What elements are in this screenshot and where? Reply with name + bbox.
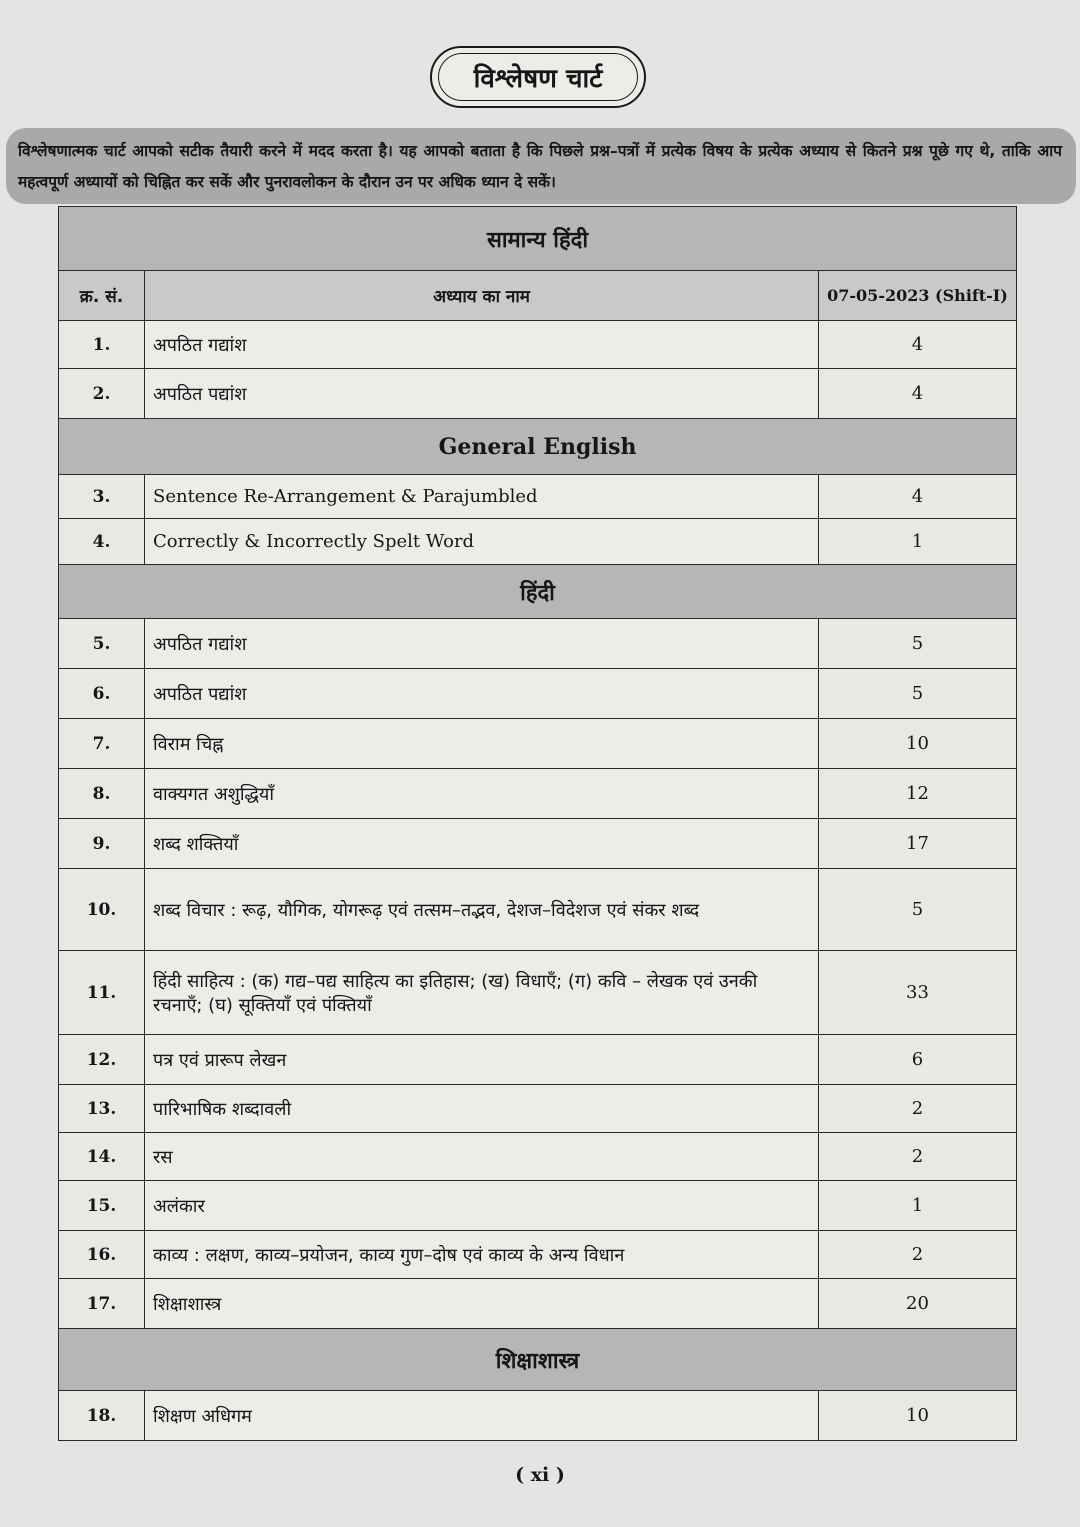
row-count: 4 [819,321,1017,369]
row-serial: 13. [59,1085,145,1133]
section-title: शिक्षाशास्त्र [59,1329,1017,1391]
row-serial: 15. [59,1181,145,1231]
section-header [59,419,1017,475]
row-chapter: शिक्षण अधिगम [145,1391,819,1441]
section-header [59,565,1017,619]
analysis-table [58,206,1017,1441]
table-row [59,1133,1017,1181]
table-row [59,475,1017,519]
row-chapter: पत्र एवं प्रारूप लेखन [145,1035,819,1085]
row-count: 12 [819,769,1017,819]
row-count: 5 [819,869,1017,951]
header-chapter: अध्याय का नाम [145,271,819,321]
table-row [59,321,1017,369]
row-serial: 3. [59,475,145,519]
row-count: 2 [819,1085,1017,1133]
row-chapter: विराम चिह्न [145,719,819,769]
table-row [59,1181,1017,1231]
row-serial: 10. [59,869,145,951]
row-serial: 16. [59,1231,145,1279]
row-serial: 11. [59,951,145,1035]
table-row [59,1085,1017,1133]
table-row [59,869,1017,951]
table-row [59,1279,1017,1329]
table-row [59,1231,1017,1279]
row-chapter: अपठित गद्यांश [145,619,819,669]
table-row [59,951,1017,1035]
table-header-row [59,271,1017,321]
row-count: 2 [819,1231,1017,1279]
row-chapter: Correctly & Incorrectly Spelt Word [145,519,819,565]
row-chapter: शब्द विचार : रूढ़, यौगिक, योगरूढ़ एवं तत्सम–तद्भव, देशज–विदेशज एवं संकर शब्द [145,869,819,951]
header-serial: क्र. सं. [59,271,145,321]
section-title: General English [59,419,1017,475]
row-serial: 7. [59,719,145,769]
table-row [59,719,1017,769]
row-serial: 17. [59,1279,145,1329]
table-row [59,369,1017,419]
row-chapter: अपठित पद्यांश [145,369,819,419]
row-serial: 14. [59,1133,145,1181]
row-serial: 1. [59,321,145,369]
row-chapter: अलंकार [145,1181,819,1231]
row-chapter: अपठित गद्यांश [145,321,819,369]
table-row [59,519,1017,565]
row-chapter: शिक्षाशास्त्र [145,1279,819,1329]
table-row [59,669,1017,719]
table-row [59,1391,1017,1441]
row-serial: 12. [59,1035,145,1085]
section-header [59,207,1017,271]
page-number: ( xi ) [515,1464,565,1486]
table-row [59,769,1017,819]
row-chapter: पारिभाषिक शब्दावली [145,1085,819,1133]
table-row [59,1035,1017,1085]
row-chapter: रस [145,1133,819,1181]
row-count: 33 [819,951,1017,1035]
row-count: 20 [819,1279,1017,1329]
row-count: 4 [819,475,1017,519]
header-count: 07-05-2023 (Shift-I) [819,271,1017,321]
row-count: 1 [819,1181,1017,1231]
row-serial: 2. [59,369,145,419]
row-chapter: Sentence Re-Arrangement & Parajumbled [145,475,819,519]
section-title: सामान्य हिंदी [59,207,1017,271]
row-chapter: अपठित पद्यांश [145,669,819,719]
row-chapter: शब्द शक्तियाँ [145,819,819,869]
row-count: 10 [819,719,1017,769]
page-title: विश्लेषण चार्ट [438,53,638,101]
section-header [59,1329,1017,1391]
row-count: 17 [819,819,1017,869]
row-chapter: हिंदी साहित्य : (क) गद्य–पद्य साहित्य का इतिहास; (ख) विधाएँ; (ग) कवि – लेखक एवं उनकी रचनाएँ; (घ) सूक्तियाँ एवं पंक्तियाँ [145,951,819,1035]
row-serial: 9. [59,819,145,869]
row-count: 6 [819,1035,1017,1085]
row-count: 1 [819,519,1017,565]
row-serial: 18. [59,1391,145,1441]
section-title: हिंदी [59,565,1017,619]
table-row [59,619,1017,669]
row-serial: 5. [59,619,145,669]
row-count: 5 [819,619,1017,669]
row-count: 5 [819,669,1017,719]
table-row [59,819,1017,869]
row-chapter: वाक्यगत अशुद्धियाँ [145,769,819,819]
row-count: 10 [819,1391,1017,1441]
row-count: 4 [819,369,1017,419]
row-serial: 4. [59,519,145,565]
row-chapter: काव्य : लक्षण, काव्य–प्रयोजन, काव्य गुण–दोष एवं काव्य के अन्य विधान [145,1231,819,1279]
row-serial: 6. [59,669,145,719]
title-frame [430,46,646,108]
row-count: 2 [819,1133,1017,1181]
intro-paragraph: विश्लेषणात्मक चार्ट आपको सटीक तैयारी करने में मदद करता है। यह आपको बताता है कि पिछले प्रश्न–पत्रों में प्रत्येक विषय के प्रत्येक अध्याय से कितने प्रश्न पूछे गए थे, ताकि आप महत्वपूर्ण अध्यायों को चिह्नित कर सकें और पुनरावलोकन के दौरान उन पर अधिक ध्यान दे सकें। [6,128,1076,204]
row-serial: 8. [59,769,145,819]
